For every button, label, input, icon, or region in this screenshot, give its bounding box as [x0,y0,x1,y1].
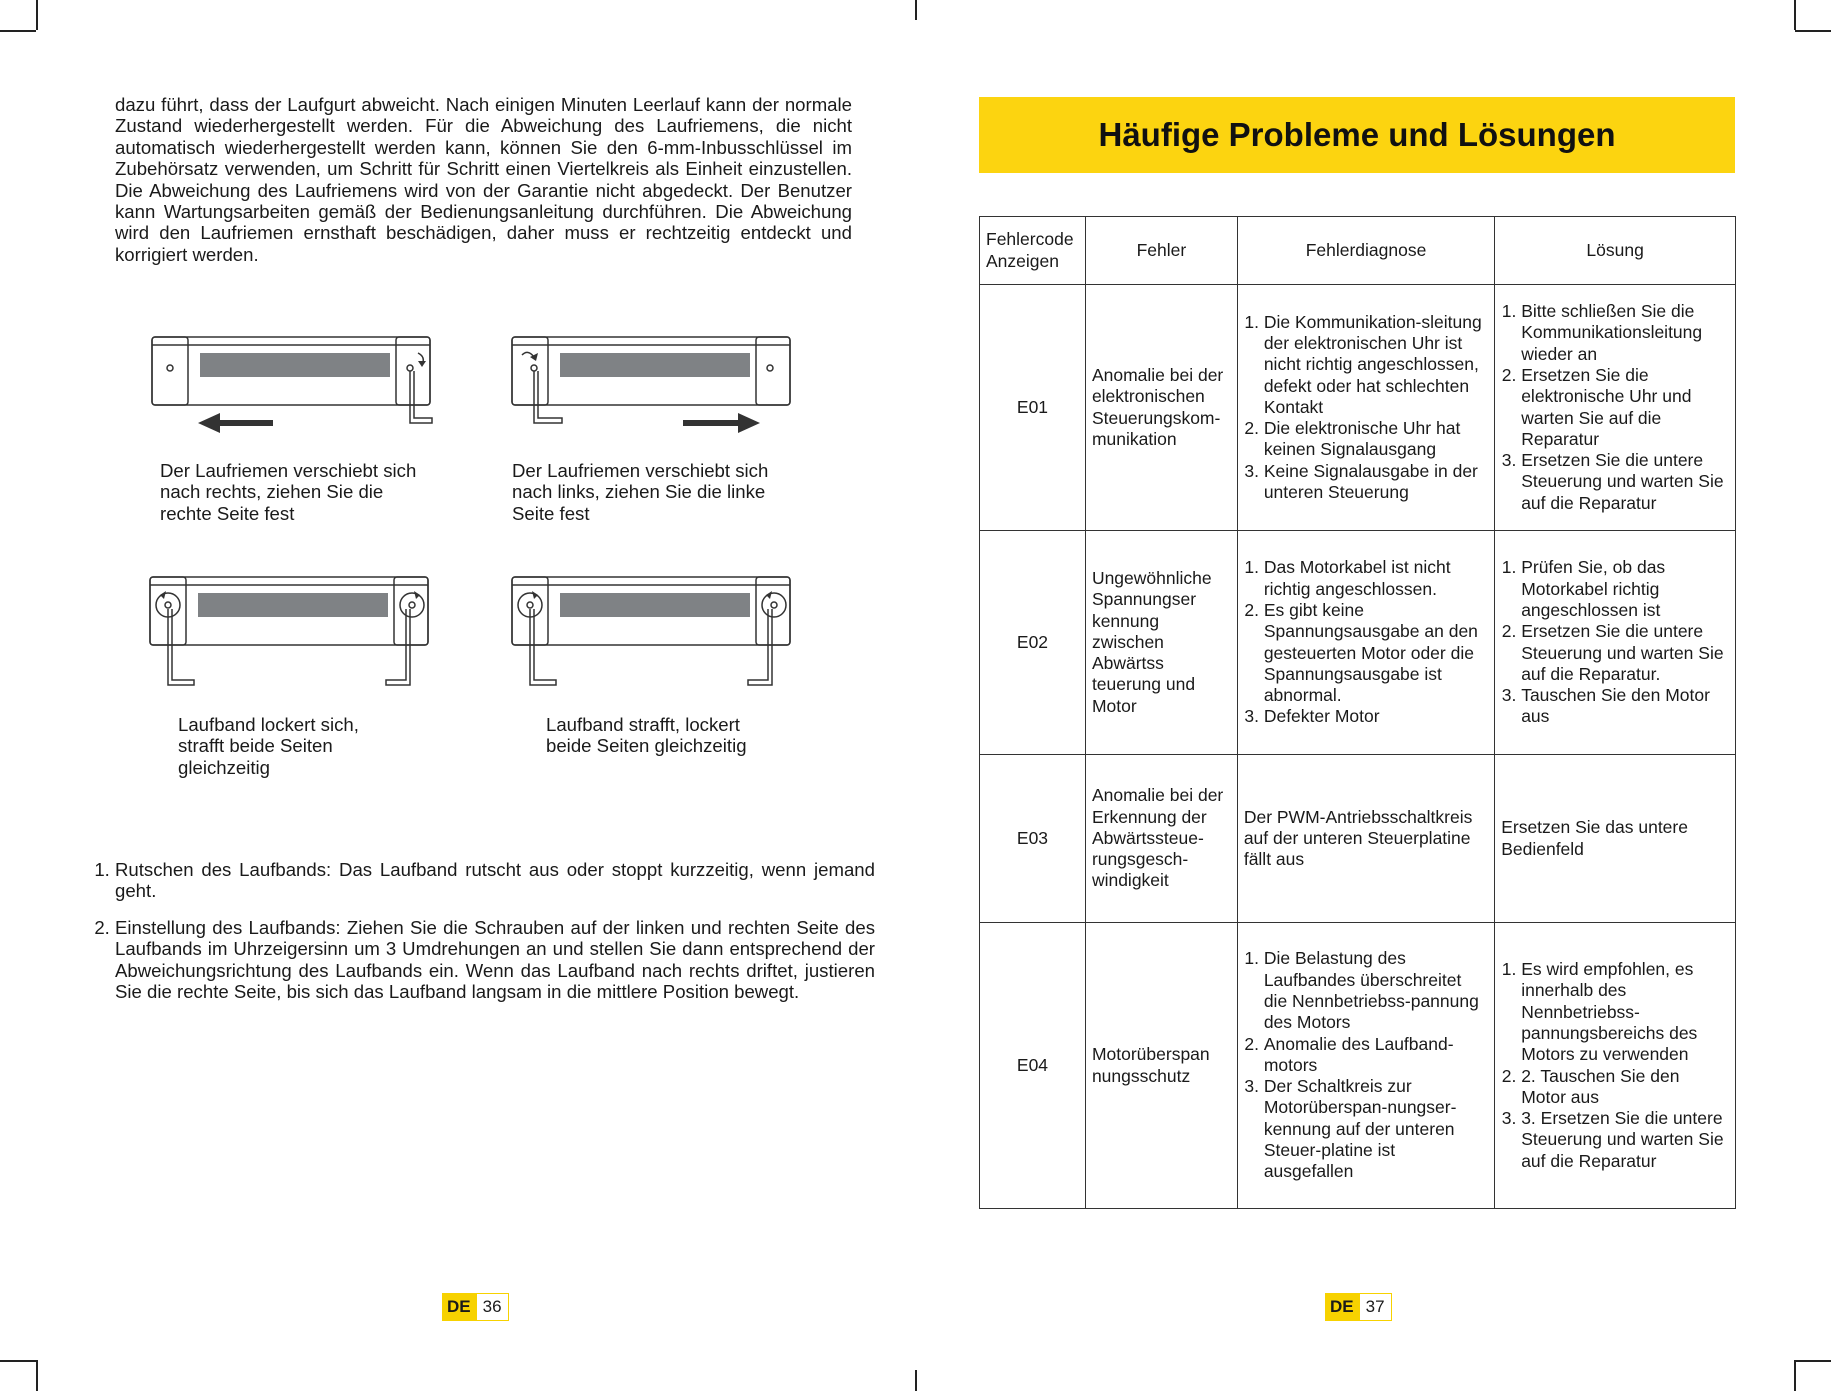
page-lang-label: DE [1325,1293,1359,1321]
solution-cell [1495,285,1736,531]
adjustment-steps [92,859,875,1017]
belt-shift-left-diagram [508,333,798,433]
list-item: 2. Die elektronische Uhr hat keinen Signalausgang [1264,418,1488,461]
fault-description: Anomalie bei der Erkennung der Abwärtssteue-rungsgesch-windigkeit [1085,755,1237,923]
diagnosis-cell [1237,923,1494,1209]
caption-belt-shift-left: Der Laufriemen verschiebt sich nach links, ziehen Sie die linke Seite fest [512,460,769,524]
caption-belt-loose: Laufband lockert sich, strafft beide Seiten gleichzeitig [178,714,359,778]
intro-paragraph: dazu führt, dass der Laufgurt abweicht. Nach einigen Minuten Leerlauf kann der normale Zustand wiederhergestellt werden. Für die Abweichung des Laufriemens, die nicht automatisch wiederhergestellt werden kann, können Sie den 6-mm-Inbusschlüssel im Zubehörsatz verwenden, um Schritt für Schritt einen Viertelkreis als Einheit einzustellen. Die Abweichung des Laufriemens wird von der Garantie nicht abgedeckt. Der Benutzer kann Wartungsarbeiten gemäß der Bedienungsanleitung durchführen. Die Abweichung wird den Laufriemen ernsthaft beschädigen, daher muss er rechtzeitig entdeckt und korrigiert werden. [115,94,852,265]
belt-tight-diagram [508,573,798,689]
list-item: 2. Ersetzen Sie die elektronische Uhr und warten Sie auf die Reparatur [1521,365,1729,450]
error-code: E03 [980,755,1086,923]
list-item: 2. Anomalie des Laufband-motors [1264,1034,1488,1077]
left-page [0,0,915,1391]
belt-shift-right-diagram [148,333,438,433]
header-diagnosis: Fehlerdiagnose [1237,217,1494,285]
list-item: 1. Bitte schließen Sie die Kommunikationsleitung wieder an [1521,301,1729,365]
list-item: 2. 2. Tauschen Sie den Motor aus [1521,1066,1729,1109]
list-item: 1. Rutschen des Laufbands: Das Laufband rutscht aus oder stoppt kurzzeitig, wenn jemand geht. [115,859,875,902]
page-title-bar [979,97,1735,173]
error-code-table [979,216,1736,1209]
solution-cell [1495,531,1736,755]
list-item: 1. Die Kommunikation-sleitung der elektronischen Uhr ist nicht richtig angeschlossen, defekt oder hat schlechten Kontakt [1264,312,1488,418]
belt-loose-diagram [146,573,436,689]
list-item: 1. Prüfen Sie, ob das Motorkabel richtig angeschlossen ist [1521,557,1729,621]
page-lang-label: DE [442,1293,476,1321]
list-item: 2. Ersetzen Sie die untere Steuerung und warten Sie auf die Reparatur. [1521,621,1729,685]
right-page [915,0,1831,1391]
list-item: 2. Es gibt keine Spannungsausgabe an den gesteuerten Motor oder die Spannungsausgabe ist abnormal. [1264,600,1488,706]
page-number-value: 37 [1359,1293,1392,1321]
header-solution: Lösung [1495,217,1736,285]
list-item: 2. Einstellung des Laufbands: Ziehen Sie die Schrauben auf der linken und rechten Seite des Laufbands im Uhrzeigersinn um 3 Umdrehungen an und stellen Sie dann entsprechend der Abweichungsrichtung des Laufbands ein. Wenn das Laufband nach rechts driftet, justieren Sie die rechte Seite, bis sich das Laufband langsam in die mittlere Position bewegt. [115,917,875,1003]
header-error-code: Fehlercode Anzeigen [980,217,1086,285]
list-item: 3. Ersetzen Sie die untere Steuerung und warten Sie auf die Reparatur [1521,450,1729,514]
list-item: 3. Der Schaltkreis zur Motorüberspan-nungser-kennung auf der unteren Steuer-platine ist ausgefallen [1264,1076,1488,1182]
error-code: E01 [980,285,1086,531]
diagnosis-cell: Der PWM-Antriebsschaltkreis auf der unteren Steuerplatine fällt aus [1237,755,1494,923]
fault-description: Motorüberspan nungsschutz [1085,923,1237,1209]
list-item: 3. Tauschen Sie den Motor aus [1521,685,1729,728]
error-code: E02 [980,531,1086,755]
table-header-row [980,217,1736,285]
list-item: 3. Keine Signalausgabe in der unteren Steuerung [1264,461,1488,504]
diagnosis-cell [1237,285,1494,531]
caption-belt-shift-right: Der Laufriemen verschiebt sich nach rechts, ziehen Sie die rechte Seite fest [160,460,417,524]
list-item: 3. Defekter Motor [1264,706,1488,727]
list-item: 1. Die Belastung des Laufbandes überschreitet die Nennbetriebss-pannung des Motors [1264,948,1488,1033]
caption-belt-tight: Laufband strafft, lockert beide Seiten gleichzeitig [546,714,747,757]
table-row [980,923,1736,1209]
header-fault: Fehler [1085,217,1237,285]
page-number-value: 36 [476,1293,509,1321]
solution-cell: Ersetzen Sie das untere Bedienfeld [1495,755,1736,923]
list-item: 1. Das Motorkabel ist nicht richtig angeschlossen. [1264,557,1488,600]
page-title: Häufige Probleme und Lösungen [1098,116,1616,153]
list-item: 3. 3. Ersetzen Sie die untere Steuerung und warten Sie auf die Reparatur [1521,1108,1729,1172]
error-code: E04 [980,923,1086,1209]
solution-cell [1495,923,1736,1209]
page-number [1325,1293,1392,1321]
table-row [980,285,1736,531]
diagnosis-cell [1237,531,1494,755]
fault-description: Ungewöhnliche Spannungser kennung zwischen Abwärtss teuerung und Motor [1085,531,1237,755]
table-row [980,755,1736,923]
list-item: 1. Es wird empfohlen, es innerhalb des Nennbetriebss-pannungsbereichs des Motors zu verwenden [1521,959,1729,1065]
page-number [442,1293,509,1321]
table-row [980,531,1736,755]
fault-description: Anomalie bei der elektronischen Steuerungskom-munikation [1085,285,1237,531]
